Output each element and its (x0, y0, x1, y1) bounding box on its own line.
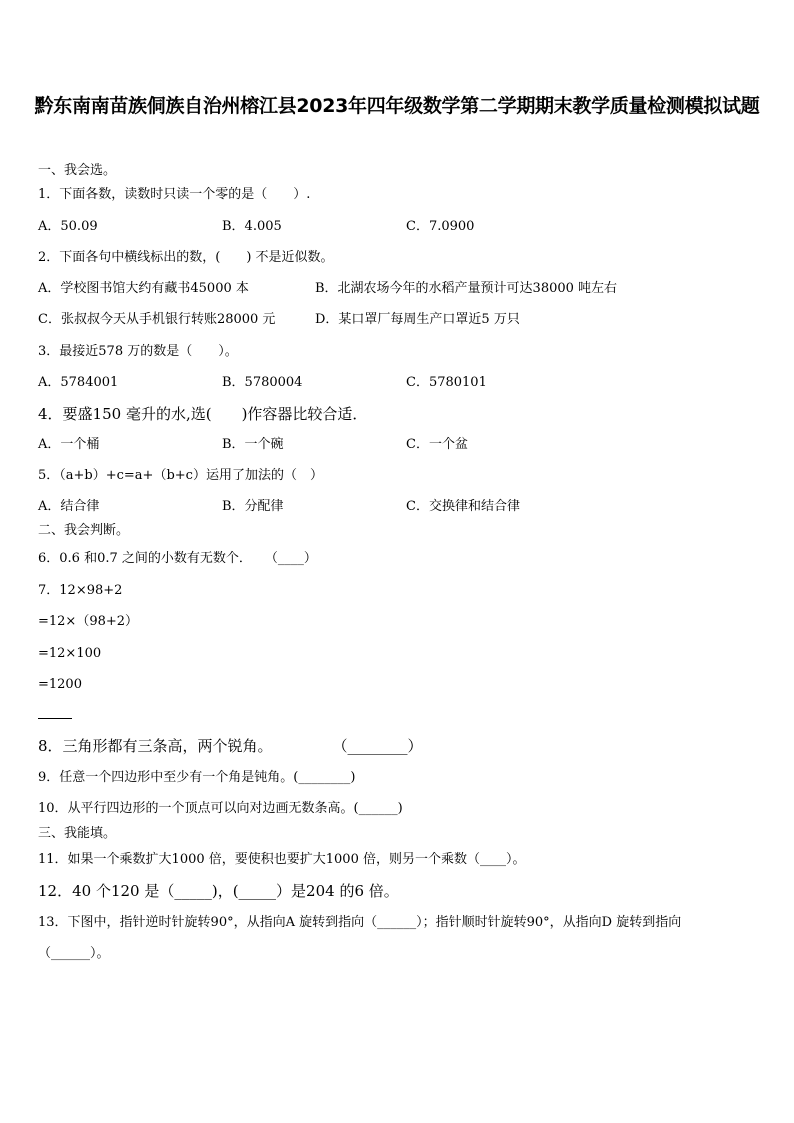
q1-option-c: C．7.0900 (406, 219, 475, 234)
answer-blank (38, 718, 72, 719)
q5-option-c: C．交换律和结合律 (406, 499, 520, 514)
page-title: 黔东南南苗族侗族自治州榕江县2023年四年级数学第二学期期末教学质量检测模拟试题 (34, 95, 760, 117)
question-12: 12．40 个120 是（_____)，(_____）是204 的6 倍。 (38, 882, 399, 900)
q3-option-a: A．5784001 (38, 375, 119, 390)
q2-option-d: D．某口罩厂每周生产口罩近5 万只 (315, 312, 520, 327)
section-heading: 二、我会判断。 (38, 523, 130, 538)
question-4: 4．要盛150 毫升的水,选( )作容器比较合适． (38, 405, 368, 423)
question-11: 11．如果一个乘数扩大1000 倍，要使积也要扩大1000 倍，则另一个乘数（____）。 (38, 852, 526, 867)
q3-option-c: C．5780101 (406, 375, 487, 390)
q5-option-a: A．结合律 (38, 499, 100, 514)
question-7-line-2: =12×（98+2） (38, 614, 139, 629)
question-9: 9．任意一个四边形中至少有一个角是钝角。(________) (38, 770, 356, 785)
question-13-line-1: 13．下图中，指针逆时针旋转90°，从指向A 旋转到指向（______）；指针顺时针旋转90°，从指向D 旋转到指向 (38, 915, 682, 930)
q2-option-b: B．北湖农场今年的水稻产量预计可达38000 吨左右 (315, 281, 618, 296)
question-7-line-3: =12×100 (38, 646, 102, 661)
question-1: 1．下面各数，读数时只读一个零的是（ ）. (38, 187, 311, 202)
q2-option-a: A．学校图书馆大约有藏书45000 本 (38, 281, 249, 296)
question-2: 2．下面各句中横线标出的数，( ) 不是近似数。 (38, 250, 334, 265)
q1-option-b: B．4.005 (222, 219, 282, 234)
section-heading: 一、我会选。 (38, 163, 117, 178)
question-3: 3．最接近578 万的数是（ ）。 (38, 344, 238, 359)
q4-option-b: B．一个碗 (222, 437, 284, 452)
question-7-line-1: 7．12×98+2 (38, 583, 123, 598)
q4-option-c: C．一个盆 (406, 437, 468, 452)
q2-option-c: C．张叔叔今天从手机银行转账28000 元 (38, 312, 276, 327)
question-5: 5．（a+b）+c=a+（b+c）运用了加法的（ ） (38, 468, 323, 483)
q4-option-a: A．一个桶 (38, 437, 100, 452)
question-7-line-4: =1200 (38, 677, 82, 692)
question-6: 6．0.6 和0.7 之间的小数有无数个． （____） (38, 551, 317, 566)
question-8: 8．三角形都有三条高，两个锐角。 （________） (38, 737, 423, 755)
question-10: 10．从平行四边形的一个顶点可以向对边画无数条高。(______) (38, 801, 403, 816)
q5-option-b: B．分配律 (222, 499, 284, 514)
q3-option-b: B．5780004 (222, 375, 303, 390)
question-13-line-2: （______）。 (38, 946, 110, 961)
section-heading: 三、我能填。 (38, 826, 117, 841)
q1-option-a: A．50.09 (38, 219, 98, 234)
